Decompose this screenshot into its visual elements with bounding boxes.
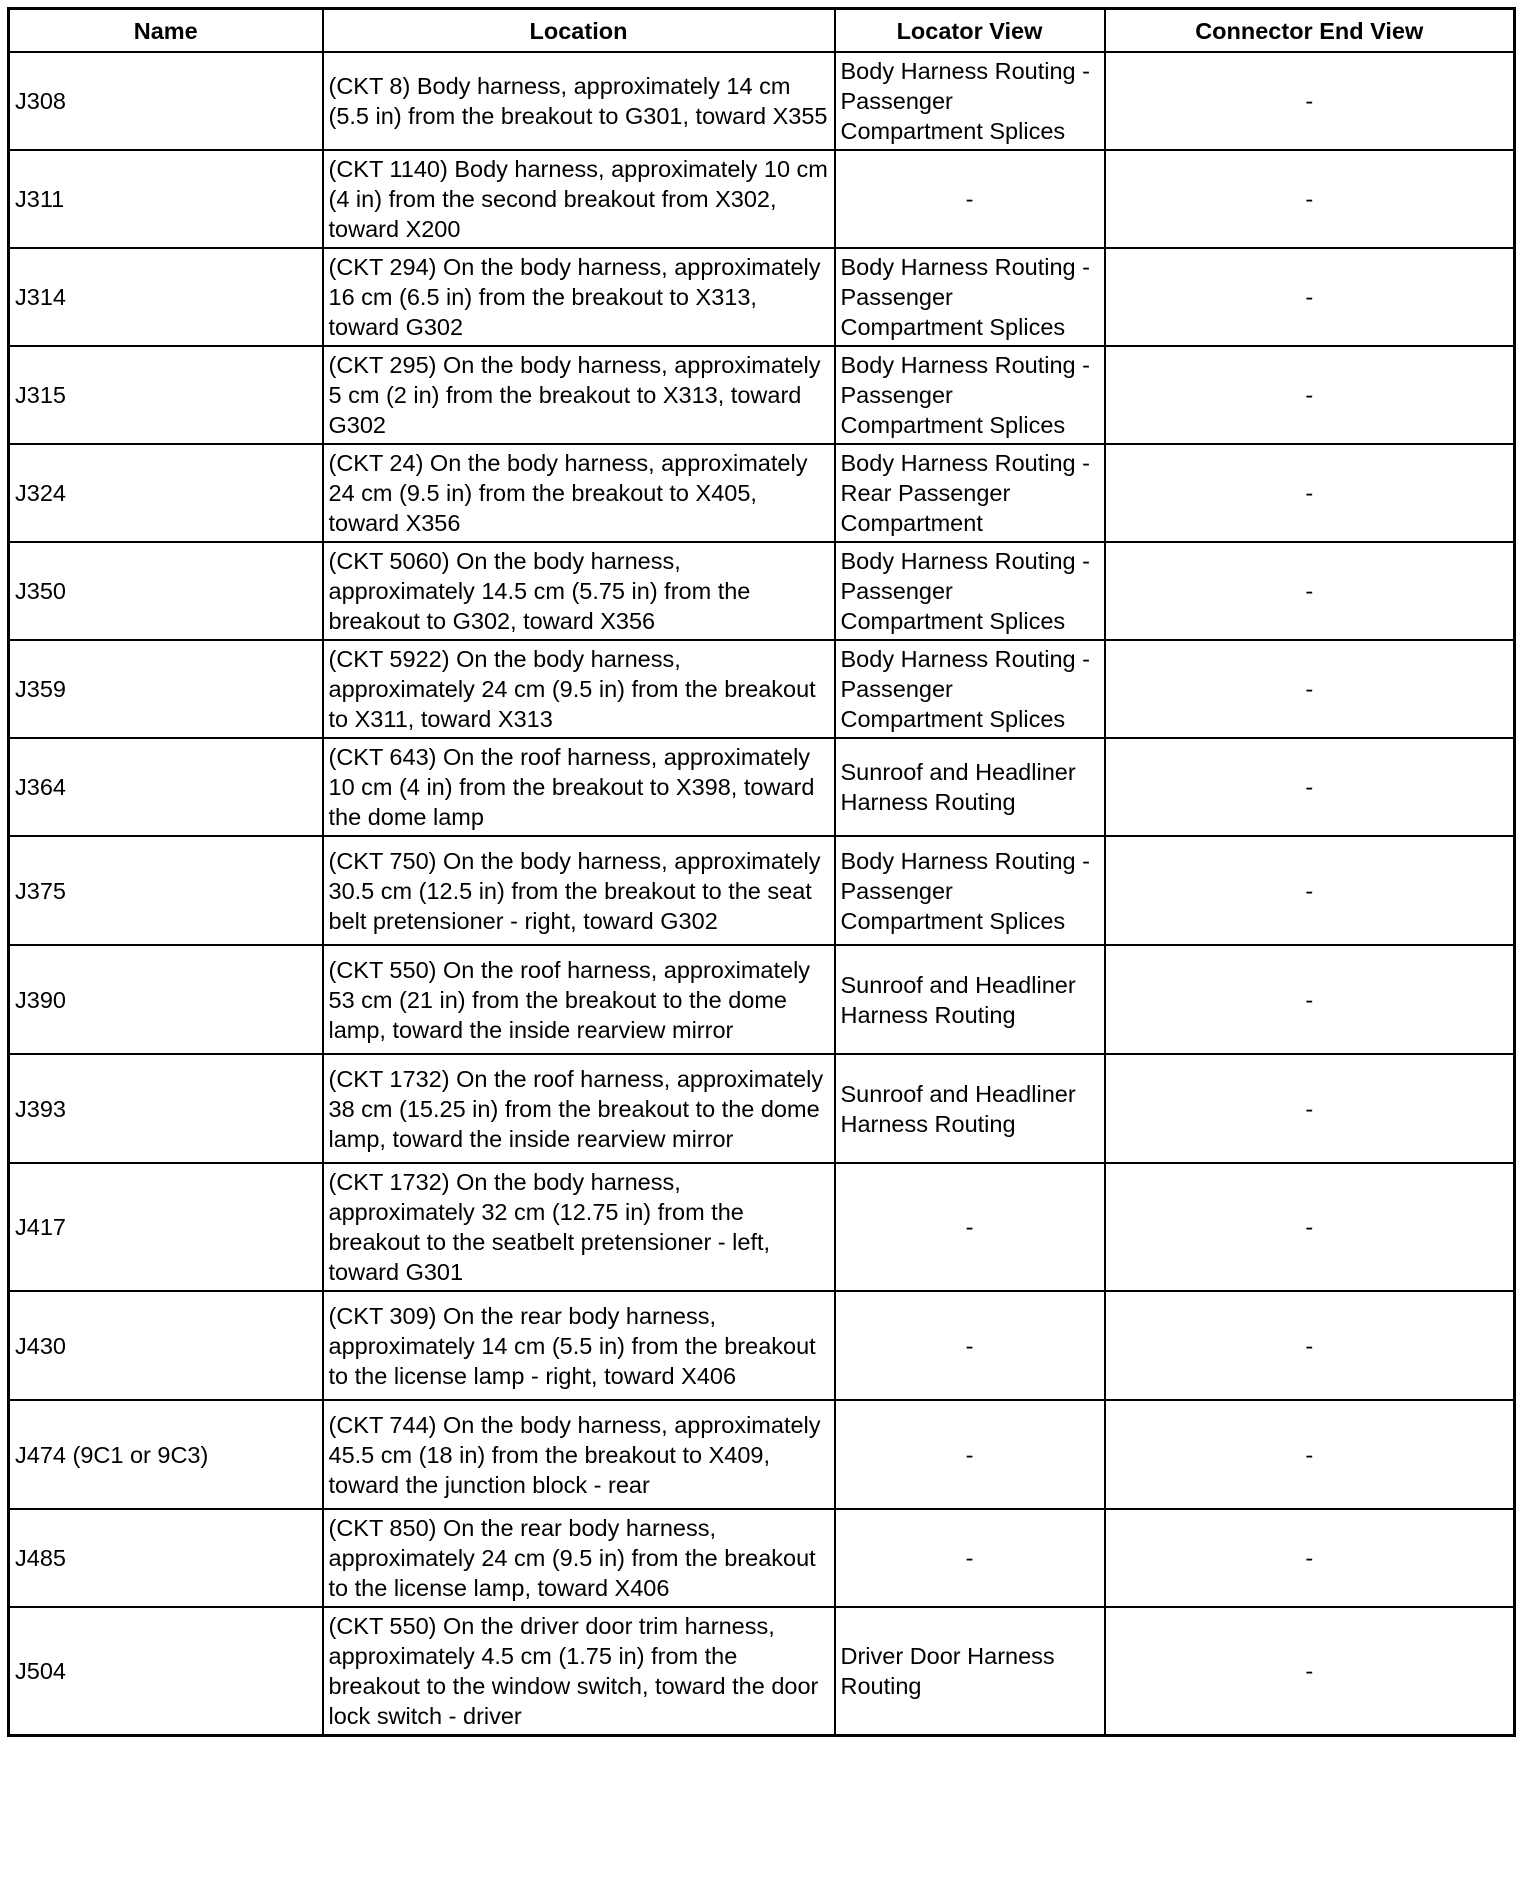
cell-locator-view: Body Harness Routing - Passenger Compartment Splices xyxy=(835,346,1105,444)
cell-location: (CKT 294) On the body harness, approximately 16 cm (6.5 in) from the breakout to X313, toward G302 xyxy=(323,248,835,346)
table-row xyxy=(9,738,1515,836)
cell-name: J375 xyxy=(9,836,323,945)
table-row xyxy=(9,1400,1515,1509)
cell-location: (CKT 744) On the body harness, approximately 45.5 cm (18 in) from the breakout to X409, toward the junction block - rear xyxy=(323,1400,835,1509)
cell-location: (CKT 5060) On the body harness, approximately 14.5 cm (5.75 in) from the breakout to G302, toward X356 xyxy=(323,542,835,640)
cell-connector-end-view: - xyxy=(1105,346,1515,444)
cell-locator-view: Sunroof and Headliner Harness Routing xyxy=(835,1054,1105,1163)
cell-connector-end-view: - xyxy=(1105,150,1515,248)
table-row xyxy=(9,1163,1515,1291)
cell-location: (CKT 550) On the roof harness, approximately 53 cm (21 in) from the breakout to the dome lamp, toward the inside rearview mirror xyxy=(323,945,835,1054)
cell-name: J390 xyxy=(9,945,323,1054)
column-header-name: Name xyxy=(9,9,323,53)
table-row xyxy=(9,640,1515,738)
cell-location: (CKT 550) On the driver door trim harness, approximately 4.5 cm (1.75 in) from the breakout to the window switch, toward the door lock switch - driver xyxy=(323,1607,835,1736)
column-header-location: Location xyxy=(323,9,835,53)
cell-name: J430 xyxy=(9,1291,323,1400)
column-header-connector-end-view: Connector End View xyxy=(1105,9,1515,53)
cell-name: J311 xyxy=(9,150,323,248)
table-header xyxy=(9,9,1515,53)
cell-name: J504 xyxy=(9,1607,323,1736)
cell-connector-end-view: - xyxy=(1105,945,1515,1054)
table-row xyxy=(9,1607,1515,1736)
cell-connector-end-view: - xyxy=(1105,542,1515,640)
cell-connector-end-view: - xyxy=(1105,640,1515,738)
header-row xyxy=(9,9,1515,53)
cell-locator-view: Driver Door Harness Routing xyxy=(835,1607,1105,1736)
cell-connector-end-view: - xyxy=(1105,248,1515,346)
cell-name: J417 xyxy=(9,1163,323,1291)
table-row xyxy=(9,52,1515,150)
cell-connector-end-view: - xyxy=(1105,738,1515,836)
cell-connector-end-view: - xyxy=(1105,836,1515,945)
cell-location: (CKT 5922) On the body harness, approximately 24 cm (9.5 in) from the breakout to X311, toward X313 xyxy=(323,640,835,738)
cell-name: J308 xyxy=(9,52,323,150)
cell-locator-view: Body Harness Routing - Passenger Compartment Splices xyxy=(835,542,1105,640)
cell-connector-end-view: - xyxy=(1105,52,1515,150)
table-row xyxy=(9,542,1515,640)
cell-location: (CKT 8) Body harness, approximately 14 cm (5.5 in) from the breakout to G301, toward X355 xyxy=(323,52,835,150)
cell-locator-view: - xyxy=(835,1509,1105,1607)
cell-locator-view: Sunroof and Headliner Harness Routing xyxy=(835,738,1105,836)
table-row xyxy=(9,945,1515,1054)
cell-locator-view: - xyxy=(835,1400,1105,1509)
cell-name: J359 xyxy=(9,640,323,738)
table-row xyxy=(9,1509,1515,1607)
cell-location: (CKT 1732) On the body harness, approximately 32 cm (12.75 in) from the breakout to the seatbelt pretensioner - left, toward G301 xyxy=(323,1163,835,1291)
cell-location: (CKT 643) On the roof harness, approximately 10 cm (4 in) from the breakout to X398, toward the dome lamp xyxy=(323,738,835,836)
table-row xyxy=(9,836,1515,945)
cell-connector-end-view: - xyxy=(1105,444,1515,542)
cell-locator-view: - xyxy=(835,150,1105,248)
cell-name: J393 xyxy=(9,1054,323,1163)
cell-locator-view: Sunroof and Headliner Harness Routing xyxy=(835,945,1105,1054)
cell-location: (CKT 750) On the body harness, approximately 30.5 cm (12.5 in) from the breakout to the seat belt pretensioner - right, toward G302 xyxy=(323,836,835,945)
cell-locator-view: - xyxy=(835,1163,1105,1291)
cell-location: (CKT 24) On the body harness, approximately 24 cm (9.5 in) from the breakout to X405, toward X356 xyxy=(323,444,835,542)
cell-location: (CKT 309) On the rear body harness, approximately 14 cm (5.5 in) from the breakout to the license lamp - right, toward X406 xyxy=(323,1291,835,1400)
cell-locator-view: Body Harness Routing - Rear Passenger Compartment xyxy=(835,444,1105,542)
cell-locator-view: Body Harness Routing - Passenger Compartment Splices xyxy=(835,248,1105,346)
table-row xyxy=(9,1054,1515,1163)
table-row xyxy=(9,248,1515,346)
cell-locator-view: - xyxy=(835,1291,1105,1400)
table-row xyxy=(9,444,1515,542)
cell-locator-view: Body Harness Routing - Passenger Compartment Splices xyxy=(835,836,1105,945)
cell-name: J485 xyxy=(9,1509,323,1607)
cell-location: (CKT 1140) Body harness, approximately 10 cm (4 in) from the second breakout from X302, toward X200 xyxy=(323,150,835,248)
cell-location: (CKT 850) On the rear body harness, approximately 24 cm (9.5 in) from the breakout to the license lamp, toward X406 xyxy=(323,1509,835,1607)
cell-connector-end-view: - xyxy=(1105,1054,1515,1163)
cell-connector-end-view: - xyxy=(1105,1163,1515,1291)
cell-connector-end-view: - xyxy=(1105,1291,1515,1400)
table-row xyxy=(9,150,1515,248)
cell-connector-end-view: - xyxy=(1105,1607,1515,1736)
cell-name: J350 xyxy=(9,542,323,640)
cell-name: J314 xyxy=(9,248,323,346)
cell-connector-end-view: - xyxy=(1105,1509,1515,1607)
cell-locator-view: Body Harness Routing - Passenger Compartment Splices xyxy=(835,52,1105,150)
splice-table xyxy=(7,7,1516,1737)
cell-name: J315 xyxy=(9,346,323,444)
cell-location: (CKT 1732) On the roof harness, approximately 38 cm (15.25 in) from the breakout to the dome lamp, toward the inside rearview mirror xyxy=(323,1054,835,1163)
cell-name: J324 xyxy=(9,444,323,542)
cell-locator-view: Body Harness Routing - Passenger Compartment Splices xyxy=(835,640,1105,738)
table-row xyxy=(9,346,1515,444)
cell-name: J364 xyxy=(9,738,323,836)
column-header-locator-view: Locator View xyxy=(835,9,1105,53)
table-body xyxy=(9,52,1515,1736)
cell-location: (CKT 295) On the body harness, approximately 5 cm (2 in) from the breakout to X313, toward G302 xyxy=(323,346,835,444)
cell-connector-end-view: - xyxy=(1105,1400,1515,1509)
cell-name: J474 (9C1 or 9C3) xyxy=(9,1400,323,1509)
table-row xyxy=(9,1291,1515,1400)
